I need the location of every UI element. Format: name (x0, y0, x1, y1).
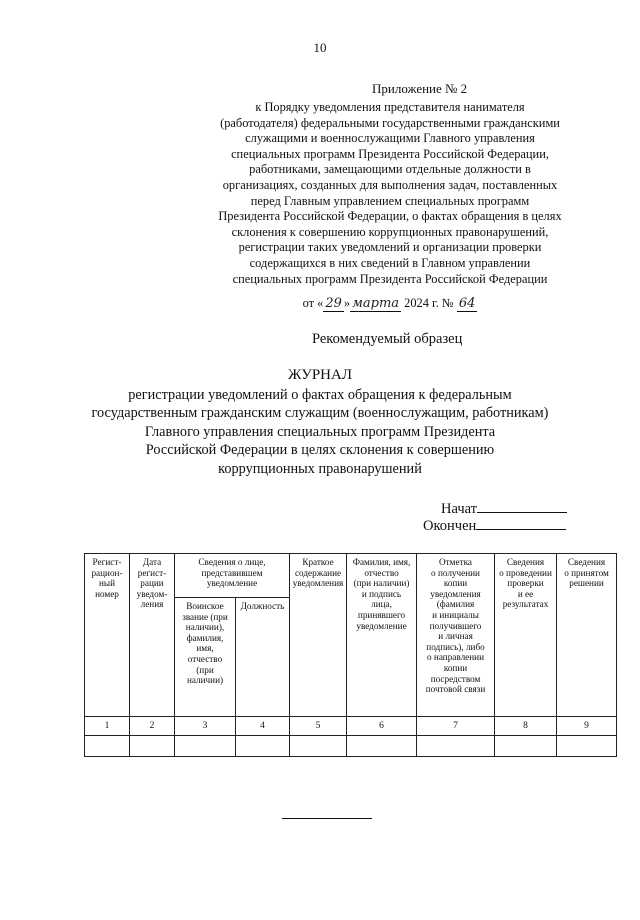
column-number: 3 (175, 717, 236, 736)
appendix-line: специальных программ Президента Российской Федерации (232, 271, 548, 286)
started-field (441, 500, 567, 518)
appendix-line: содержащихся в них сведений в Главном управлении (249, 255, 531, 270)
empty-cell (347, 736, 417, 757)
journal-line: коррупционных правонарушений (218, 460, 422, 477)
date-prefix: от « (302, 296, 324, 310)
appendix-line: перед Главным управлением специальных программ (250, 193, 530, 208)
appendix-line: Президента Российской Федерации, о фактах обращения в целях (218, 209, 562, 224)
empty-cell (236, 736, 290, 757)
header-summary: Краткое содержание уведомления (290, 554, 347, 717)
appendix-title: Приложение № 2 (372, 81, 468, 96)
header-registration-date: Дата регист- рации уведом- ления (130, 554, 175, 717)
appendix-line: (работодателя) федеральными государственными гражданскими (220, 115, 560, 130)
appendix-line: организациях, созданных для выполнения задач, поставленных (222, 177, 558, 192)
ended-label: Окончен (423, 518, 477, 534)
header-position: Должность (236, 598, 290, 717)
column-number: 6 (347, 717, 417, 736)
empty-cell (557, 736, 617, 757)
empty-cell (290, 736, 347, 757)
column-number: 2 (130, 717, 175, 736)
appendix-line: специальных программ Президента Российской Федерации, (231, 146, 549, 161)
header-check-results: Сведения о проведении проверки и ее результатах (495, 554, 557, 717)
recommended-sample-label: Рекомендуемый образец (312, 331, 463, 347)
journal-table (84, 553, 617, 757)
column-number: 4 (236, 717, 290, 736)
column-number: 1 (85, 717, 130, 736)
journal-line: Российской Федерации в целях склонения к совершению (145, 442, 495, 459)
journal-line: регистрации уведомлений о фактах обращения к федеральным (128, 387, 512, 403)
column-number: 5 (290, 717, 347, 736)
handwritten-month: марта (352, 296, 400, 311)
column-number: 8 (495, 717, 557, 736)
ended-field (423, 517, 566, 535)
appendix-line: к Порядку уведомления представителя нанимателя (255, 100, 525, 114)
bottom-divider-line (282, 818, 372, 819)
appendix-line: регистрации таких уведомлений и организации проверки (238, 240, 542, 255)
empty-cell (417, 736, 495, 757)
header-receiver: Фамилия, имя, отчество (при наличии) и подпись лица, принявшего уведомление (347, 554, 417, 717)
header-person-info: Сведения о лице, представившем уведомление (175, 554, 290, 598)
header-copy-mark: Отметка о получении копии уведомления (фамилия и инициалы получившего и личная подпись), либо о направлении копии посредством почтовой связи (417, 554, 495, 717)
journal-line: государственным гражданским служащим (военнослужащим, работникам) (91, 405, 549, 422)
empty-cell (85, 736, 130, 757)
started-blank (477, 500, 567, 513)
appendix-line: склонения к совершению коррупционных правонарушений, (231, 224, 549, 239)
appendix-line: работниками, замещающими отдельные должности в (249, 162, 531, 177)
journal-description (60, 386, 580, 478)
header-decision: Сведения о принятом решении (557, 554, 617, 717)
header-registration-number: Регист- рацион- ный номер (85, 554, 130, 717)
header-rank-name: Воинское звание (при наличии), фамилия, имя, отчество (при наличии) (175, 598, 236, 717)
page-number: 10 (313, 40, 327, 55)
ended-blank (476, 517, 566, 530)
date-middle: » (343, 296, 351, 310)
journal-line: Главного управления специальных программ Президента (144, 423, 496, 440)
handwritten-order-number: 64 (458, 296, 476, 311)
handwritten-day: 29 (325, 296, 342, 311)
appendix-line: служащими и военнослужащими Главного управления (245, 131, 535, 146)
date-year: 2024 г. № (404, 296, 454, 310)
appendix-text (200, 100, 580, 287)
started-label: Начат (441, 501, 478, 517)
empty-cell (175, 736, 236, 757)
empty-cell (130, 736, 175, 757)
column-number: 7 (417, 717, 495, 736)
journal-title: ЖУРНАЛ (287, 367, 353, 383)
empty-cell (495, 736, 557, 757)
order-date-line (200, 296, 580, 311)
empty-table-row (85, 736, 617, 757)
column-number: 9 (557, 717, 617, 736)
